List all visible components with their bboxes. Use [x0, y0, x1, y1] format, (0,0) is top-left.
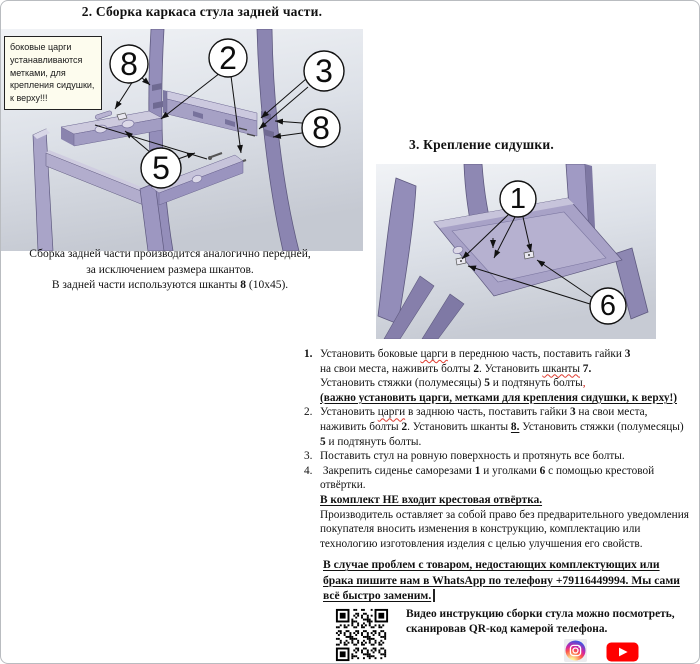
text-run: 6 — [539, 464, 546, 477]
text-line — [1, 247, 339, 263]
youtube-icon[interactable] — [606, 642, 639, 662]
step-text — [320, 347, 700, 405]
callout-5 — [141, 148, 181, 188]
text-run: за исключением размера шкантов. — [86, 263, 254, 276]
callout-8-right — [302, 109, 340, 147]
text-run: отвёртки. — [320, 479, 366, 492]
assembly-step — [301, 347, 700, 405]
text-run: в заднюю часть, поставить гайки — [405, 406, 570, 419]
callout-label: 6 — [599, 290, 617, 322]
diagram-seat-mounting — [376, 164, 656, 339]
text-line — [320, 537, 700, 552]
text-run: на свои места, — [575, 406, 648, 419]
text-line — [320, 347, 700, 362]
text-run: Закрепить сиденье саморезами — [320, 464, 475, 477]
seat-mounting-illustration — [376, 164, 656, 339]
text-run: 2 — [473, 362, 479, 375]
text-run: сканировав QR-код камерой телефона. — [406, 623, 608, 635]
callout-label: 2 — [219, 40, 237, 76]
video-instruction-note — [406, 607, 698, 637]
text-run: Установить боковые — [320, 348, 421, 360]
callout-label: 8 — [120, 46, 138, 82]
step-number: 1. — [304, 348, 313, 360]
text-run: Сборка задней части производится аналогично передней, — [29, 248, 311, 260]
text-line — [320, 449, 700, 464]
text-line — [320, 493, 700, 508]
callout-label: 8 — [312, 110, 330, 146]
step-text — [320, 405, 700, 449]
step-text — [320, 449, 700, 464]
text-run: всё быстро заменим. — [323, 589, 435, 602]
callout-label: 3 — [315, 53, 333, 89]
text-line — [406, 607, 698, 622]
callout-6 — [590, 288, 626, 324]
text-line — [323, 573, 700, 589]
text-run: и подтянуть болты. — [325, 435, 422, 448]
text-run: Установить стяжки (полумесяцы) — [519, 420, 684, 433]
contact-warranty-note — [323, 557, 700, 604]
text-run: и уголками — [480, 464, 540, 477]
text-run: 3 — [624, 348, 631, 360]
note-callout-box: боковые царги устанавливаются метками, для крепления сидушки, к верху!!! — [4, 36, 102, 110]
text-line — [323, 557, 700, 573]
text-run: царги — [420, 348, 448, 360]
text-run: (важно установить царги, метками для крепления сидушки, к верху!) — [320, 391, 677, 404]
text-line — [1, 278, 339, 294]
text-run: Видео инструкцию сборки стула можно посмотреть, — [406, 608, 675, 620]
text-line — [320, 508, 700, 523]
text-line — [320, 435, 700, 450]
text-line — [323, 588, 700, 604]
section3-heading: 3. Крепление сидушки. — [409, 137, 554, 152]
assembly-step — [301, 405, 700, 449]
text-line — [320, 478, 700, 493]
callout-3 — [304, 51, 344, 91]
text-run: 5 — [484, 377, 490, 390]
step-text — [320, 464, 700, 552]
text-run: покупателя вносить изменения в конструкцию, комплектацию или — [320, 523, 641, 536]
callout-2 — [209, 39, 247, 77]
diagram1-caption — [1, 247, 339, 294]
qr-code — [334, 607, 390, 663]
text-run: шканты — [542, 362, 580, 375]
text-run: технологию изготовления изделия с целью улучшения его свойств. — [320, 537, 643, 550]
text-line — [406, 622, 698, 637]
text-line — [320, 376, 700, 391]
text-line — [320, 464, 700, 479]
text-run: с помощью крестовой — [545, 464, 655, 477]
text-run: 2 — [401, 420, 408, 433]
text-run: . Установить шканты — [407, 420, 511, 433]
text-run: Установить — [320, 406, 378, 419]
text-run: брака пишите нам в WhatsApp по телефону +79116449994. Мы сами — [323, 573, 680, 587]
text-run: 8. — [510, 420, 520, 433]
step-number: 2. — [304, 406, 313, 419]
text-run: , — [582, 377, 586, 390]
text-run: В комплект НЕ входит крестовая отвёртка. — [320, 493, 543, 506]
text-run: 5 — [320, 435, 326, 448]
text-line — [320, 522, 700, 537]
text-line — [320, 391, 700, 406]
text-run: наживить болты — [320, 420, 402, 433]
assembly-step — [301, 464, 700, 552]
text-run: Установить стяжки (полумесяцы) — [320, 377, 485, 390]
text-run: 1 — [474, 464, 481, 477]
section2-heading: 2. Сборка каркаса стула задней части. — [81, 4, 323, 19]
text-run: и подтянуть болты — [489, 377, 583, 390]
text-run: 7. — [582, 362, 592, 375]
text-run: 3 — [569, 406, 576, 419]
instagram-icon[interactable] — [564, 639, 587, 662]
text-run: 8 — [240, 279, 247, 291]
callout-1 — [500, 181, 536, 217]
text-run: в переднюю часть, поставить гайки — [447, 348, 625, 360]
text-line — [320, 405, 700, 420]
text-line — [1, 263, 339, 279]
diagram-back-frame-assembly — [1, 29, 363, 251]
callout-8-left — [110, 45, 148, 83]
text-run: царги — [377, 406, 406, 419]
text-run: Производитель оставляет за собой право без предварительного уведомления — [320, 508, 689, 521]
assembly-steps-list — [301, 347, 700, 551]
callout-label: 5 — [152, 150, 170, 186]
text-run: . Установить — [478, 362, 543, 375]
text-run: на свои места, наживить болты — [320, 362, 474, 375]
text-run: (10x45). — [246, 279, 289, 291]
text-run: В задней части используются шканты — [51, 279, 241, 291]
text-run: В случае проблем с товаром, недостающих комплектующих или — [323, 558, 660, 571]
text-line — [320, 420, 700, 435]
text-line — [320, 362, 700, 377]
step-number: 4. — [304, 464, 313, 477]
callout-label: 1 — [509, 183, 527, 215]
assembly-step — [301, 449, 700, 464]
step-number: 3. — [304, 450, 313, 463]
text-run: Поставить стул на ровную поверхность и протянуть все болты. — [320, 450, 625, 463]
